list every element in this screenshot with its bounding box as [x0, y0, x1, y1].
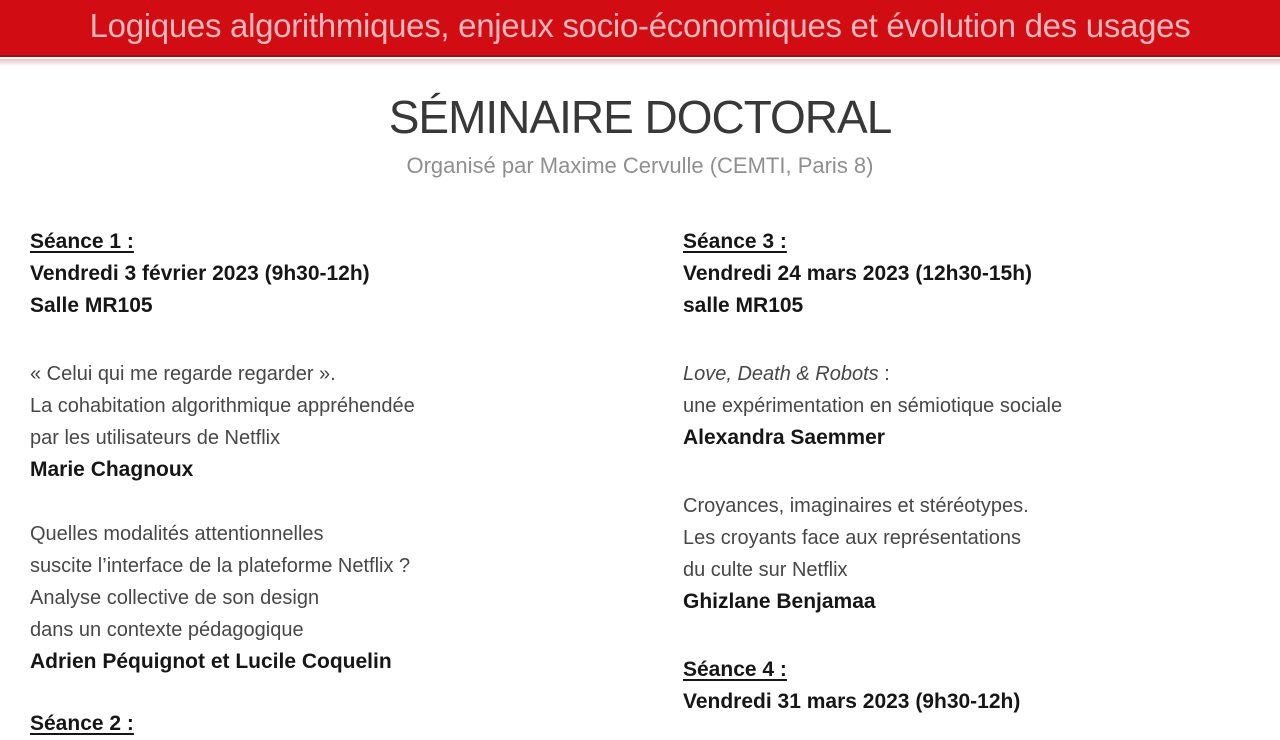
session3-header-block [683, 226, 1263, 322]
talk-title-line: une expérimentation en sémiotique sociale [683, 395, 1063, 417]
session3-talk1-block [683, 358, 1263, 454]
talk-title-line: Les croyants face aux représentations [683, 527, 1021, 549]
page-title: SÉMINAIRE DOCTORAL [388, 91, 892, 143]
session1-talk1-block [30, 358, 650, 486]
talk-title-line: La cohabitation algorithmique appréhendée [30, 395, 415, 417]
talk-title-line: du culte sur Netflix [683, 559, 848, 581]
organizer-line: Organisé par Maxime Cervulle (CEMTI, Paris 8) [406, 153, 874, 178]
session3-date: Vendredi 24 mars 2023 (12h30-15h) [683, 262, 1033, 285]
session4-header-block [683, 654, 1263, 718]
session3-talk2-block [683, 490, 1263, 618]
top-banner [0, 0, 1280, 57]
talk-title-line: « Celui qui me regarde regarder ». [30, 363, 336, 385]
talk-title-line: Love, Death & Robots : [683, 363, 890, 385]
session3-heading: Séance 3 : [683, 230, 787, 253]
banner-subtitle-text: Logiques algorithmiques, enjeux socio-économiques et évolution des usages [89, 6, 1191, 44]
session1-header-block [30, 226, 650, 322]
session-column-left [30, 226, 650, 735]
talk-speaker: Ghizlane Benjamaa [683, 590, 876, 613]
session3-room: salle MR105 [683, 294, 804, 317]
session1-room: Salle MR105 [30, 294, 153, 317]
session1-heading: Séance 1 : [30, 230, 134, 253]
talk-title-line: suscite l’interface de la plateforme Netflix ? [30, 555, 411, 577]
session4-heading: Séance 4 : [683, 658, 787, 681]
session1-date: Vendredi 3 février 2023 (9h30-12h) [30, 262, 370, 285]
banner-shadow-fade [0, 59, 1280, 66]
talk-title-line: par les utilisateurs de Netflix [30, 427, 281, 449]
talk-title-line: dans un contexte pédagogique [30, 619, 304, 641]
talk-title-line: Analyse collective de son design [30, 587, 320, 609]
talk-speaker: Marie Chagnoux [30, 458, 194, 481]
session1-talk2-block [30, 518, 650, 678]
talk-speaker: Alexandra Saemmer [683, 426, 885, 449]
session2-heading-cutoff: Séance 2 : [30, 712, 134, 735]
session-column-right [683, 226, 1263, 718]
session4-date: Vendredi 31 mars 2023 (9h30-12h) [683, 690, 1021, 713]
talk-speaker: Adrien Péquignot et Lucile Coquelin [30, 650, 392, 673]
talk-title-line: Quelles modalités attentionnelles [30, 523, 324, 545]
talk-title-line: Croyances, imaginaires et stéréotypes. [683, 495, 1029, 517]
